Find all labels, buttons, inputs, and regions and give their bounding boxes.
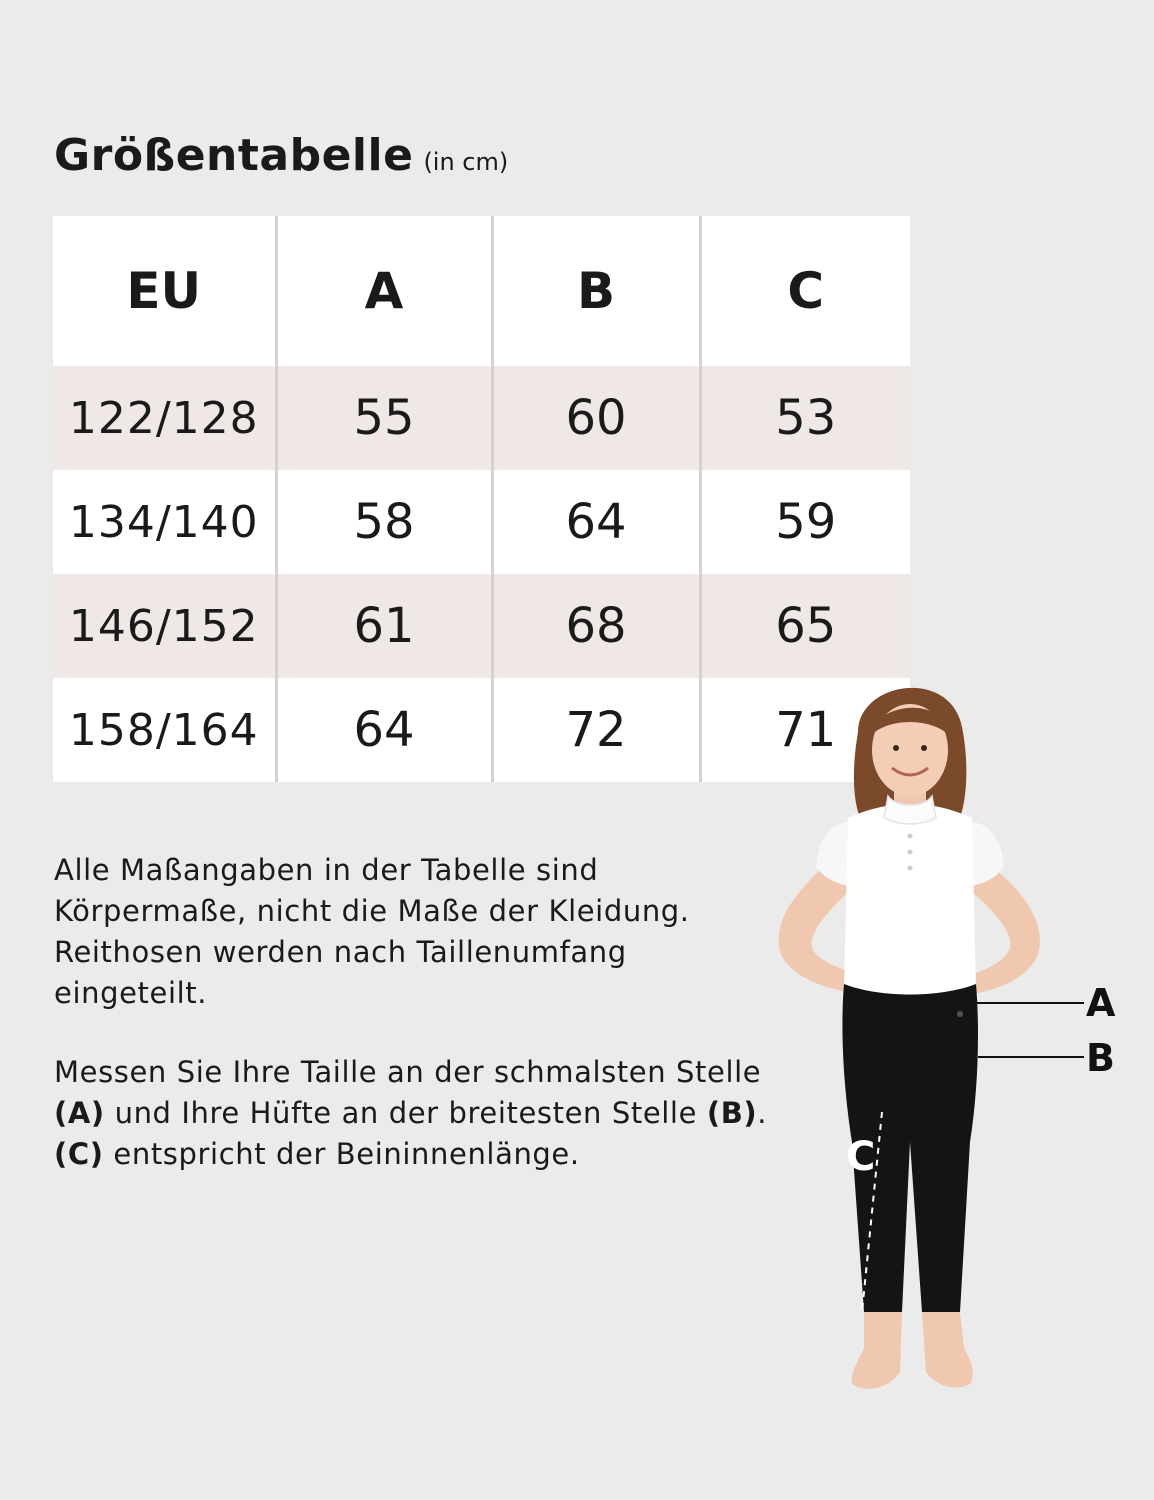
measure-label-a: A [1086, 981, 1116, 1025]
right-foot [922, 1312, 973, 1388]
marker-b: (B) [706, 1096, 758, 1130]
marker-a: (A) [54, 1096, 105, 1130]
title-text: Größentabelle [54, 130, 414, 181]
table-cell-c: 65 [700, 574, 910, 678]
instruction-text: Messen Sie Ihre Taille an der schmalsten Stelle [54, 1055, 762, 1089]
table-cell-eu: 122/128 [53, 366, 276, 470]
column-header-eu: EU [53, 216, 276, 366]
title-unit: (in cm) [423, 148, 509, 176]
table-cell-b: 72 [492, 678, 700, 782]
instruction-text: entspricht der Beininnenlänge. [103, 1137, 580, 1171]
table-cell-b: 64 [492, 470, 700, 574]
measuring-instructions [54, 1052, 774, 1175]
table-cell-a: 61 [276, 574, 492, 678]
instruction-text: und Ihre Hüfte an der breitesten Stelle [104, 1096, 707, 1130]
table-row [53, 470, 910, 574]
table-cell-a: 64 [276, 678, 492, 782]
table-cell-eu: 146/152 [53, 574, 276, 678]
table-cell-a: 58 [276, 470, 492, 574]
child-model-illustration [740, 672, 1154, 1500]
table-cell-b: 60 [492, 366, 700, 470]
measure-label-b: B [1086, 1036, 1115, 1080]
column-header-a: A [276, 216, 492, 366]
table-row [53, 574, 910, 678]
column-header-b: B [492, 216, 700, 366]
model-figure [740, 672, 1154, 1500]
page-title [54, 130, 508, 181]
measure-label-c: C [846, 1134, 876, 1180]
marker-c: (C) [54, 1137, 104, 1171]
table-cell-a: 55 [276, 366, 492, 470]
table-cell-eu: 134/140 [53, 470, 276, 574]
table-header-row [53, 216, 910, 366]
table-cell-c: 71 [700, 678, 910, 782]
shirt [844, 804, 976, 998]
table-cell-c: 59 [700, 470, 910, 574]
table-cell-c: 53 [700, 366, 910, 470]
instruction-text: . [757, 1096, 768, 1130]
table-cell-eu: 158/164 [53, 678, 276, 782]
measurement-note: Alle Maßangaben in der Tabelle sind Körpermaße, nicht die Maße der Kleidung. Reithosen werden nach Taillenumfang eingeteilt. [54, 853, 690, 1010]
table-cell-b: 68 [492, 574, 700, 678]
table-row [53, 366, 910, 470]
left-foot [852, 1312, 902, 1389]
column-header-c: C [700, 216, 910, 366]
